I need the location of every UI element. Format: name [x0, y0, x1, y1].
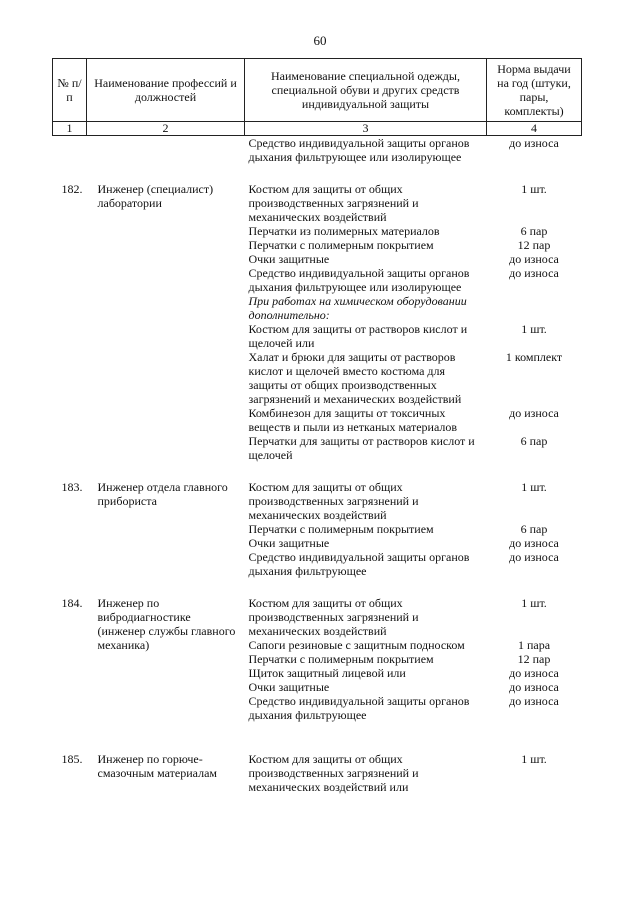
- table-row: [53, 182, 582, 224]
- equipment-item: Перчатки с полимерным покрытием: [248, 652, 434, 666]
- equipment-item: Щиток защитный лицевой или: [248, 666, 406, 680]
- equipment-item: Костюм для защиты от общих производственных загрязнений и механических воздействий или: [248, 752, 419, 794]
- equipment-item: Перчатки из полимерных материалов: [248, 224, 440, 238]
- table-row: [53, 752, 582, 794]
- equipment-item: Костюм для защиты от общих производственных загрязнений и механических воздействий: [248, 480, 419, 522]
- norm-quantity: 1 шт.: [521, 182, 547, 196]
- spacer-cell: [53, 578, 87, 596]
- equipment-item: Очки защитные: [248, 680, 330, 694]
- norm-quantity: 6 пар: [520, 434, 548, 448]
- equipment-item: Перчатки с полимерным покрытием: [248, 238, 434, 252]
- equipment-item: Костюм для защиты от общих производственных загрязнений и механических воздействий: [248, 596, 419, 638]
- page-number: 60: [313, 33, 327, 48]
- spacer-cell: [487, 722, 582, 752]
- spacer-cell: [53, 164, 87, 182]
- norm-quantity: 1 шт.: [521, 596, 547, 610]
- norm-quantity: до износа: [509, 536, 559, 550]
- equipment-item: Средство индивидуальной защиты органов дыхания фильтрующее: [248, 694, 470, 722]
- ppe-norms-table: [52, 58, 582, 794]
- row-number: [53, 136, 87, 165]
- profession-name: Инженер по горюче-смазочным материалам: [97, 752, 217, 780]
- norm-quantity: 1 пара: [517, 638, 551, 652]
- spacer-cell: [487, 164, 582, 182]
- norm-quantity: до износа: [509, 550, 559, 564]
- row-number: 182.: [61, 182, 83, 196]
- norm-quantity: 6 пар: [520, 522, 548, 536]
- profession-name: Инженер по вибродиагностике (инженер службы главного механика): [97, 596, 236, 652]
- header-norm: Норма выдачи на год (штуки, пары, комплекты): [487, 59, 582, 122]
- norm-quantity: 1 комплект: [505, 350, 563, 364]
- equipment-item: Халат и брюки для защиты от растворов кислот и щелочей вместо костюма для защиты от общих производственных загрязнений и механических воздействий: [248, 350, 462, 406]
- column-number: 3: [245, 122, 487, 136]
- norm-quantity: 12 пар: [517, 238, 551, 252]
- column-number: 1: [53, 122, 87, 136]
- row-spacer: [53, 462, 582, 480]
- spacer-cell: [245, 462, 487, 480]
- equipment-item: Костюм для защиты от общих производственных загрязнений и механических воздействий: [248, 182, 419, 224]
- table-row: [53, 596, 582, 638]
- header-equipment: Наименование специальной одежды, специальной обуви и других средств индивидуальной защиты: [245, 59, 487, 122]
- norm-quantity: 1 шт.: [521, 322, 547, 336]
- equipment-item: Сапоги резиновые с защитным подноском: [248, 638, 465, 652]
- header-num: № п/п: [53, 59, 87, 122]
- spacer-cell: [245, 578, 487, 596]
- equipment-item: Перчатки для защиты от растворов кислот и щелочей: [248, 434, 475, 462]
- equipment-item: Перчатки с полимерным покрытием: [248, 522, 434, 536]
- norm-quantity: 1 шт.: [521, 480, 547, 494]
- header-profession: Наименование профессий и должностей: [87, 59, 245, 122]
- profession-name: Инженер (специалист) лаборатории: [97, 182, 214, 210]
- equipment-item: Средство индивидуальной защиты органов дыхания фильтрующее или изолирующее: [248, 266, 470, 294]
- profession-name: [87, 136, 245, 165]
- spacer-cell: [87, 164, 245, 182]
- equipment-item: Очки защитные: [248, 536, 330, 550]
- row-spacer: [53, 164, 582, 182]
- norm-quantity: 12 пар: [517, 652, 551, 666]
- norm-quantity: до износа: [509, 666, 559, 680]
- norm-quantity: до износа: [509, 252, 559, 266]
- norm-quantity: 1 шт.: [521, 752, 547, 766]
- equipment-item: Средство индивидуальной защиты органов дыхания фильтрующее или изолирующее: [248, 136, 470, 164]
- norm-quantity: до износа: [509, 406, 559, 420]
- norm-quantity: 6 пар: [520, 224, 548, 238]
- spacer-cell: [53, 462, 87, 480]
- table-body: [53, 136, 582, 795]
- spacer-cell: [53, 722, 87, 752]
- additional-conditions-note: При работах на химическом оборудовании дополнительно:: [248, 294, 467, 322]
- column-number: 4: [487, 122, 582, 136]
- norm-quantity: [487, 294, 582, 322]
- equipment-item: Средство индивидуальной защиты органов дыхания фильтрующее: [248, 550, 470, 578]
- spacer-cell: [245, 164, 487, 182]
- norm-quantity: до износа: [509, 266, 559, 280]
- column-number: 2: [87, 122, 245, 136]
- spacer-cell: [87, 462, 245, 480]
- profession-name: Инженер отдела главного прибориста: [97, 480, 228, 508]
- table-row: [53, 480, 582, 522]
- norm-quantity: до износа: [509, 680, 559, 694]
- row-number: 185.: [61, 752, 83, 766]
- equipment-item: Очки защитные: [248, 252, 330, 266]
- table-row: [53, 136, 582, 165]
- spacer-cell: [487, 578, 582, 596]
- spacer-cell: [87, 578, 245, 596]
- row-spacer: [53, 578, 582, 596]
- row-number: 183.: [61, 480, 83, 494]
- spacer-cell: [87, 722, 245, 752]
- equipment-item: Костюм для защиты от растворов кислот и щелочей или: [248, 322, 468, 350]
- row-spacer: [53, 722, 582, 752]
- spacer-cell: [245, 722, 487, 752]
- equipment-item: Комбинезон для защиты от токсичных веществ и пыли из нетканых материалов: [248, 406, 458, 434]
- norm-quantity: до износа: [509, 136, 559, 150]
- norm-quantity: до износа: [509, 694, 559, 708]
- spacer-cell: [487, 462, 582, 480]
- row-number: 184.: [61, 596, 83, 610]
